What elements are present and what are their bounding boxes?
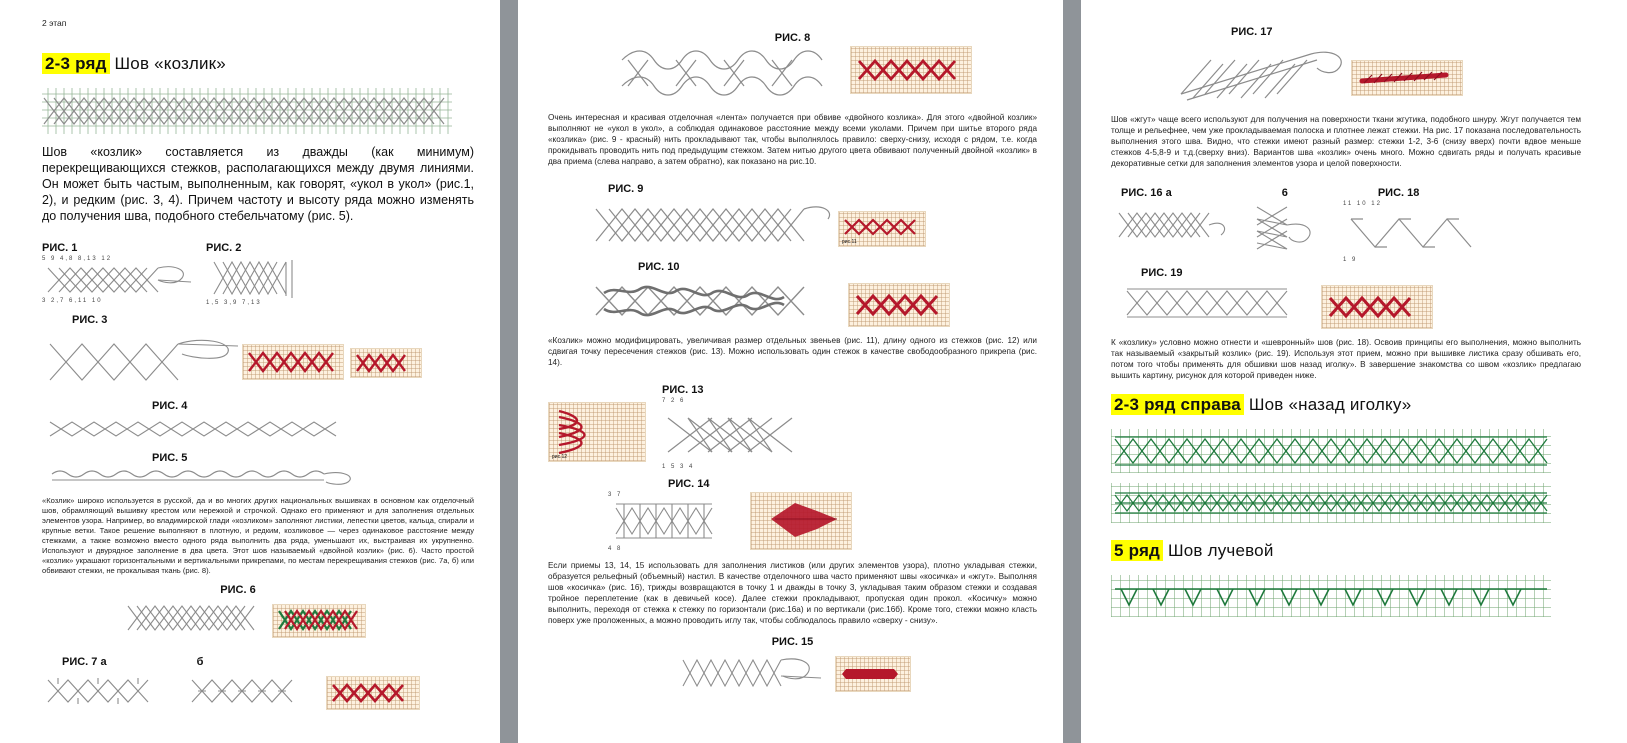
- figure-7b-label: б: [196, 656, 204, 668]
- heading-luchevoy: [1111, 541, 1581, 561]
- heading-badge: 2-3 ряд: [42, 53, 110, 74]
- figure-19: [1111, 281, 1581, 329]
- swatch-fig7: [326, 676, 420, 710]
- figure-13-top-numbers: 7 2 6: [662, 398, 686, 404]
- swatch-fig8: [850, 46, 972, 94]
- figure-7a-label: РИС. 7 а: [62, 656, 107, 668]
- band-luchevoy: [1111, 575, 1551, 617]
- figure-1-top-numbers: 5 9 4,8 8,13 12: [42, 256, 113, 262]
- figure-17: [1111, 40, 1581, 106]
- figure-6: [122, 598, 474, 638]
- heading2-text: Шов «назад иголку»: [1248, 395, 1412, 414]
- figure-5-label: РИС. 5: [152, 452, 188, 464]
- swatch-fig17: [1351, 60, 1463, 96]
- column-right: [1081, 0, 1607, 743]
- figure-10: [548, 275, 1037, 327]
- paragraph-text10: [548, 335, 1037, 368]
- band-nazad-igolku-1: [1111, 429, 1551, 473]
- figure-11-caption: рис.11: [842, 239, 857, 245]
- heading-nazad-igolku: [1111, 395, 1581, 415]
- heading3-badge: 5 ряд: [1111, 540, 1163, 561]
- paragraph-intro: Шов «козлик» составляется из дважды (как минимум) перекрещивающихся стежков, располагающихся между двумя линиями. Он может быть частым, выполненным, как говорят, «укол в укол» (рис.1, 2), и редким (рис. 3, 4). Причем частоту и высоту ряда можно изменять до получения шва, подобного стебельчатому (рис. 5).: [42, 145, 474, 223]
- column-divider-1: [500, 0, 518, 743]
- swatch-fig12: [548, 402, 646, 462]
- figure-18: [1343, 201, 1483, 263]
- figure-1-bottom-numbers: 3 2,7 6,11 10: [42, 298, 103, 304]
- figure-2: [206, 234, 316, 306]
- figure-1-label: РИС. 1: [42, 242, 78, 254]
- band-nazad-igolku-2: [1111, 483, 1551, 523]
- figure-15: [548, 650, 1037, 698]
- figure-18-numbers: 11 10 12: [1343, 201, 1382, 207]
- figure-5: [42, 466, 474, 488]
- paragraph-smalltext: «Козлик» широко используется в русской, да и во многих других национальных вышивках в основном как отделочный шов, обрамляющий вышивку крестом или нережкой и строчкой. Однако его применяют и для заполнения отдельных элементов узора. Например, во владимирской глади «козликом» заполняют листики, лепестки цветов, кальца, спирали и крупные ветки. Такое решение выполняют в плотную, и редким, козликовое — через одинаковое расстояние между стежками, а также возможно вместо одного ряда выполнить два ряда, уменьшают их, выстраивая их укрупненно. Используют и двурядное заполнение в два цвета. Этот шов называемый «двойной козлик» (рис. 6). Часто простой «козлик» украшают горизонтальными и вертикальными прикрепами, по местам перекрещивания стежков (рис. 7а, б) или обвивают стежки, не прокалывая ткань (рис. 8).: [42, 496, 474, 575]
- figure-14-nums-2: 4 8: [608, 546, 623, 552]
- figure-16a-label: РИС. 16 а: [1121, 187, 1172, 199]
- figure-8: [548, 46, 1037, 104]
- figures-16-18: [1111, 201, 1581, 263]
- swatch-fig15: [835, 656, 911, 692]
- figure-18-label: РИС. 18: [1377, 187, 1420, 199]
- figure-8-label: РИС. 8: [774, 32, 811, 44]
- figure-band-kozlik: [42, 88, 474, 134]
- figure-2-numbers: 1,5 3,9 7,13: [206, 300, 262, 306]
- swatch-fig10: [848, 283, 950, 327]
- figure-9-label: РИС. 9: [608, 183, 644, 195]
- figure-3-label: РИС. 3: [72, 314, 108, 326]
- figure-14-nums-1: 3 7: [608, 492, 623, 498]
- swatch-fig3-b: [350, 348, 422, 378]
- figure-4-label: РИС. 4: [152, 400, 188, 412]
- figures-3: [42, 328, 474, 392]
- figure-13: [662, 376, 812, 470]
- figure-14: [548, 492, 1037, 552]
- paragraph-text19: К «козлику» условно можно отнести и «шевронный» шов (рис. 18). Освоив принципы его выполнения, можно выполнить так называемый «закрытый козлик» (рис. 19). Используя этот прием, можно при вышивке листика сразу обшивать его, потом того чтобы применять для обшивки шов назад иголку». В завершение знакомства со швом «козлик» предлагаю вышить картину, рисунок для которой приведен ниже.: [1111, 338, 1581, 380]
- heading-text: Шов «козлик»: [114, 54, 226, 73]
- swatch-fig19: [1321, 285, 1433, 329]
- figure-6-label: РИС. 6: [220, 584, 256, 596]
- figure-1: [42, 234, 192, 304]
- swatch-fig3-a: [242, 344, 344, 380]
- figure-4: [42, 414, 474, 444]
- figures-16-18-labels: [1111, 179, 1581, 201]
- figure-7: [42, 670, 474, 712]
- swatch-fig14: [750, 492, 852, 550]
- figure-19-label: РИС. 19: [1141, 267, 1183, 279]
- figure-7-labels: [42, 648, 474, 670]
- figure-18-numbers-2: 1 9: [1343, 257, 1358, 263]
- heading3-text: Шов лучевой: [1168, 541, 1274, 560]
- figure-13-label: РИС. 13: [662, 384, 704, 396]
- column-middle: [518, 0, 1063, 743]
- figure-17-label: РИС. 17: [1231, 26, 1273, 38]
- stage-label: 2 этап: [42, 18, 67, 28]
- column-divider-2: [1063, 0, 1081, 743]
- figure-10-label: РИС. 10: [638, 261, 680, 273]
- figures-1-2: [42, 234, 474, 306]
- heading2-badge: 2-3 ряд справа: [1111, 394, 1244, 415]
- figure-16b-label: 6: [1281, 187, 1288, 199]
- figure-13-bottom-numbers: 1 5 3 4: [662, 464, 695, 470]
- paragraph-text8: Очень интересная и красивая отделочная «лента» получается при обвиве «двойного козлика». Для этого «двойной козлик» выполняют не «укол в укол», а соблюдая одинаковое расстояние между всеми уколами. Причем при шитье второго ряда «козлика» (рис. 9 - красный) нить прокладывают так, чтобы выполнялось правило: сверху-снизу, исходя с рядом, т.е. когда прокидывать проводить нить под предыдущим стежком. Затем нитью другого цвета обвивают полученный двойной «козлик» в два приема (слева направо, а затем обратно), как показано на рис.10.: [548, 113, 1037, 166]
- paragraph-text17: Шов «жгут» чаще всего используют для получения на поверхности ткани жгутика, подобного шнуру. Жгут получается тем толще и рельефнее, чем уже прокладываемая полоска и плотнее лежат стежки. На рис. 17 показана последовательность выполнения этого шва. Видно, что стежки имеют разный размер: стежки 1-2, 3-6 (снизу вверх) почти вдвое меньше стежков 4-5,8-9 и т.д.(сверху вниз). Вариантов шва «козлик» очень много. Можно сдвигать ряды и получать красивые декоративные сетки для заполнения элементов узора и целой поверхности.: [1111, 115, 1581, 168]
- figure-14-label: РИС. 14: [668, 478, 710, 490]
- swatch-fig11: [838, 211, 926, 247]
- figure-2-label: РИС. 2: [206, 242, 242, 254]
- swatch-fig6: [272, 604, 366, 638]
- figure-12-caption: рис.12: [552, 454, 568, 460]
- paragraph-text10-content: «Козлик» можно модифицировать, увеличивая размер отдельных звеньев (рис. 11), длину одного из стежков (рис. 12) или сдвигая точку пересечения стежков (рис. 13). Можно использовать один стежок в качестве свободообразного прикрепа (рис. 14).: [548, 336, 1037, 367]
- column-left: [0, 0, 500, 743]
- figure-9: [548, 197, 1037, 253]
- figure-15-label: РИС. 15: [771, 636, 814, 648]
- paragraph-text14: Если приемы 13, 14, 15 использовать для заполнения листиков (или других элементов узора), плотно укладывая стежки, образуется рельефный (объемный) настил. В качестве отделочного шва часто применяют швы «косичка» и «жгут». Выполняя шов «косичка» (рис. 16), трижды возвращаются в точку 1 и дважды в точку 3, укладывая таким образом стежки и создавая тройное переплетение (как в девичьей косе). Далее стежки прокладывают, пропуская один прокол. «Косичку» можно выполнить, переходя от стежка к стежку по горизонтали (рис.16а) и по вертикали (рис.16б). Кроме того, стежки можно класть поверх уже проложенных, а можно проводить иглу так, чтобы соблюдалось правило «сверху - снизу».: [548, 561, 1037, 625]
- figures-12-13: [548, 376, 1037, 470]
- heading-kozlik: [42, 54, 474, 74]
